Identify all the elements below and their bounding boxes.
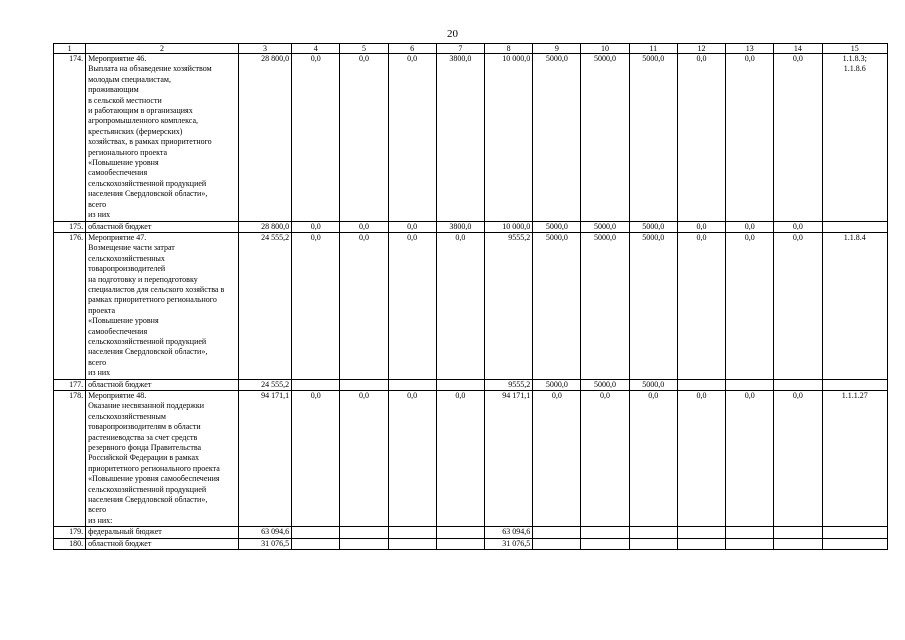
description-cell: Мероприятие 46. Выплата на обзаведение хозяйством молодым специалистам, проживающим в сельской местности и работающим в организациях агропромышленного комплекса, крестьянских (фермерских) хозяйствах, в рамках приоритетного регионального проекта «Повышение уровня самообеспечения сельскохозяйственной продукцией населения Свердловской области», всего из них [86, 54, 239, 222]
year-cell [533, 527, 581, 538]
year-cell: 9555,2 [484, 379, 532, 390]
year-cell [340, 379, 388, 390]
year-cell [726, 527, 774, 538]
year-cell: 63 094,6 [484, 527, 532, 538]
year-cell: 0,0 [340, 232, 388, 379]
year-cell: 0,0 [533, 391, 581, 527]
year-cell: 0,0 [774, 391, 822, 527]
total-cell: 28 800,0 [238, 221, 291, 232]
year-cell: 0,0 [726, 391, 774, 527]
total-cell: 24 555,2 [238, 232, 291, 379]
year-cell: 0,0 [726, 54, 774, 222]
year-cell [436, 527, 484, 538]
target-code-cell [822, 221, 887, 232]
column-header: 13 [726, 44, 774, 54]
year-cell: 3800,0 [436, 221, 484, 232]
column-header: 3 [238, 44, 291, 54]
year-cell: 0,0 [677, 221, 725, 232]
table-row [54, 54, 888, 222]
year-cell: 9555,2 [484, 232, 532, 379]
description-cell: федеральный бюджет [86, 527, 239, 538]
year-cell [677, 379, 725, 390]
year-cell [726, 379, 774, 390]
column-header: 8 [484, 44, 532, 54]
year-cell: 0,0 [774, 232, 822, 379]
table-row [54, 379, 888, 390]
description-cell: областной бюджет [86, 538, 239, 549]
year-cell [340, 538, 388, 549]
target-code-cell: 1.1.8.4 [822, 232, 887, 379]
total-cell: 31 076,5 [238, 538, 291, 549]
year-cell: 0,0 [292, 221, 340, 232]
year-cell: 94 171,1 [484, 391, 532, 527]
table-row [54, 232, 888, 379]
year-cell [774, 379, 822, 390]
year-cell: 0,0 [388, 54, 436, 222]
description-cell: Мероприятие 48. Оказание несвязанной поддержки сельскохозяйственным товаропроизводителям в области растениеводства за счет средств резервного фонда Правительства Российской Федерации в рамках приоритетного регионального проекта «Повышение уровня самообеспечения сельскохозяйственной продукцией населения Свердловской области», всего из них: [86, 391, 239, 527]
total-cell: 24 555,2 [238, 379, 291, 390]
year-cell: 5000,0 [533, 221, 581, 232]
total-cell: 28 800,0 [238, 54, 291, 222]
target-code-cell: 1.1.8.3; 1.1.8.6 [822, 54, 887, 222]
year-cell: 0,0 [677, 54, 725, 222]
target-code-cell [822, 527, 887, 538]
column-header: 9 [533, 44, 581, 54]
year-cell: 0,0 [292, 54, 340, 222]
year-cell: 5000,0 [629, 232, 677, 379]
year-cell [292, 527, 340, 538]
year-cell: 0,0 [340, 221, 388, 232]
year-cell: 5000,0 [629, 379, 677, 390]
year-cell [677, 538, 725, 549]
row-number-cell: 174. [54, 54, 86, 222]
page-number: 20 [447, 28, 458, 40]
year-cell: 5000,0 [533, 232, 581, 379]
year-cell: 0,0 [774, 54, 822, 222]
year-cell [436, 538, 484, 549]
year-cell [436, 379, 484, 390]
target-code-cell [822, 538, 887, 549]
row-number-cell: 179. [54, 527, 86, 538]
header-row [54, 44, 888, 54]
row-number-cell: 178. [54, 391, 86, 527]
table-row [54, 527, 888, 538]
year-cell: 5000,0 [581, 221, 629, 232]
target-code-cell [822, 379, 887, 390]
year-cell [292, 538, 340, 549]
column-header: 7 [436, 44, 484, 54]
year-cell: 0,0 [340, 54, 388, 222]
year-cell: 0,0 [388, 232, 436, 379]
year-cell [533, 538, 581, 549]
year-cell: 10 000,0 [484, 221, 532, 232]
table-row [54, 538, 888, 549]
year-cell: 5000,0 [581, 379, 629, 390]
year-cell: 5000,0 [533, 54, 581, 222]
column-header: 14 [774, 44, 822, 54]
year-cell: 0,0 [340, 391, 388, 527]
year-cell [629, 527, 677, 538]
year-cell: 0,0 [436, 391, 484, 527]
year-cell [581, 527, 629, 538]
year-cell: 0,0 [292, 232, 340, 379]
year-cell [388, 527, 436, 538]
year-cell [629, 538, 677, 549]
row-number-cell: 175. [54, 221, 86, 232]
column-header: 10 [581, 44, 629, 54]
year-cell: 5000,0 [629, 54, 677, 222]
total-cell: 63 094,6 [238, 527, 291, 538]
year-cell: 0,0 [388, 221, 436, 232]
table-row [54, 391, 888, 527]
column-header: 4 [292, 44, 340, 54]
year-cell: 3800,0 [436, 54, 484, 222]
year-cell [677, 527, 725, 538]
year-cell: 5000,0 [629, 221, 677, 232]
column-header: 2 [86, 44, 239, 54]
description-cell: областной бюджет [86, 221, 239, 232]
year-cell [340, 527, 388, 538]
year-cell [388, 379, 436, 390]
program-table [53, 43, 888, 550]
year-cell [774, 527, 822, 538]
year-cell: 0,0 [726, 232, 774, 379]
year-cell: 0,0 [629, 391, 677, 527]
year-cell: 5000,0 [533, 379, 581, 390]
column-header: 5 [340, 44, 388, 54]
description-cell: областной бюджет [86, 379, 239, 390]
year-cell: 0,0 [436, 232, 484, 379]
row-number-cell: 177. [54, 379, 86, 390]
row-number-cell: 180. [54, 538, 86, 549]
year-cell: 0,0 [726, 221, 774, 232]
year-cell: 0,0 [774, 221, 822, 232]
column-header: 11 [629, 44, 677, 54]
description-cell: Мероприятие 47. Возмещение части затрат сельскохозяйственных товаропроизводителей на подготовку и переподготовку специалистов для сельского хозяйства в рамках приоритетного регионального проекта «Повышение уровня самообеспечения сельскохозяйственной продукцией населения Свердловской области», всего из них [86, 232, 239, 379]
year-cell: 0,0 [292, 391, 340, 527]
year-cell [292, 379, 340, 390]
year-cell [726, 538, 774, 549]
year-cell [581, 538, 629, 549]
year-cell: 0,0 [581, 391, 629, 527]
total-cell: 94 171,1 [238, 391, 291, 527]
year-cell: 5000,0 [581, 232, 629, 379]
column-header: 15 [822, 44, 887, 54]
year-cell: 10 000,0 [484, 54, 532, 222]
column-header: 6 [388, 44, 436, 54]
year-cell [388, 538, 436, 549]
year-cell: 0,0 [677, 232, 725, 379]
target-code-cell: 1.1.1.27 [822, 391, 887, 527]
year-cell: 0,0 [677, 391, 725, 527]
table-row [54, 221, 888, 232]
year-cell: 5000,0 [581, 54, 629, 222]
row-number-cell: 176. [54, 232, 86, 379]
column-header: 1 [54, 44, 86, 54]
year-cell: 0,0 [388, 391, 436, 527]
column-header: 12 [677, 44, 725, 54]
year-cell [774, 538, 822, 549]
year-cell: 31 076,5 [484, 538, 532, 549]
